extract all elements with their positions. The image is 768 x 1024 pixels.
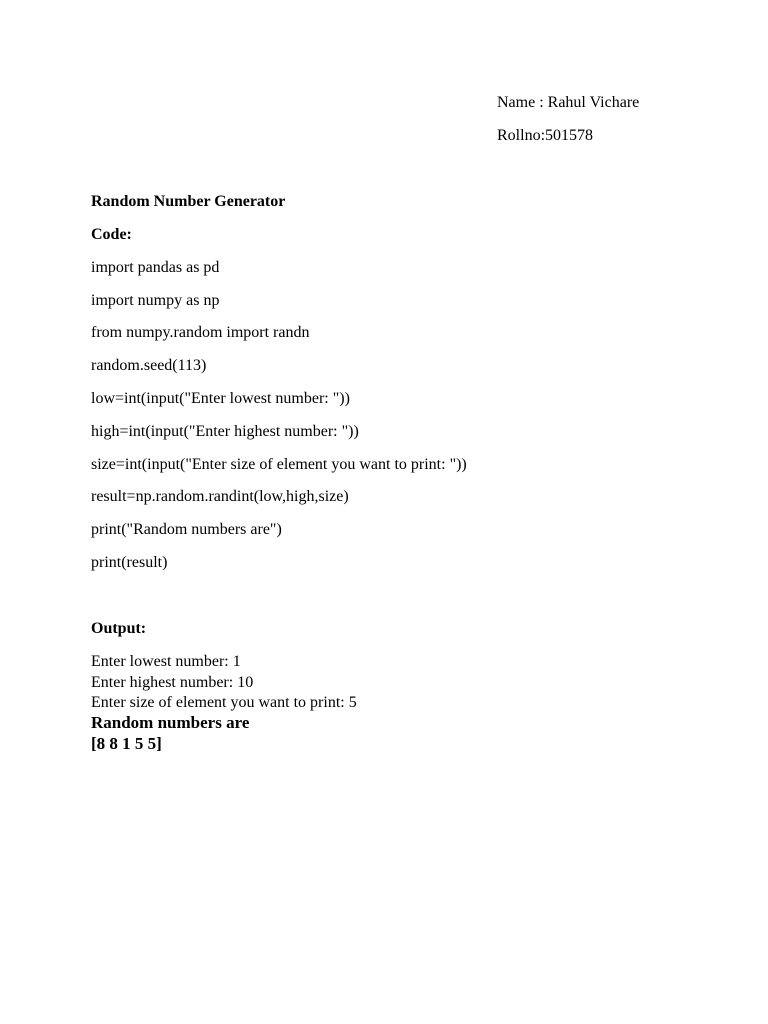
code-heading: Code: bbox=[91, 226, 132, 243]
output-line: Enter highest number: 10 bbox=[91, 674, 254, 691]
output-heading: Output: bbox=[91, 620, 147, 637]
code-line: import pandas as pd bbox=[91, 259, 220, 276]
code-line: result=np.random.randint(low,high,size) bbox=[91, 488, 349, 505]
output-result-array: [8 8 1 5 5] bbox=[91, 734, 162, 753]
roll-number: Rollno:501578 bbox=[497, 127, 594, 144]
author-name: Name : Rahul Vichare bbox=[497, 94, 640, 111]
code-line: low=int(input("Enter lowest number: ")) bbox=[91, 390, 350, 407]
output-line: Enter size of element you want to print: 5 bbox=[91, 694, 357, 711]
code-line: high=int(input("Enter highest number: ")) bbox=[91, 423, 359, 440]
output-result-label: Random numbers are bbox=[91, 713, 250, 732]
code-line: from numpy.random import randn bbox=[91, 324, 310, 341]
code-line: print("Random numbers are") bbox=[91, 521, 282, 538]
document-title: Random Number Generator bbox=[91, 193, 286, 210]
output-line: Enter lowest number: 1 bbox=[91, 653, 241, 670]
code-line: import numpy as np bbox=[91, 292, 220, 309]
code-line: random.seed(113) bbox=[91, 357, 207, 374]
code-line: size=int(input("Enter size of element you want to print: ")) bbox=[91, 456, 467, 473]
code-line: print(result) bbox=[91, 554, 168, 571]
